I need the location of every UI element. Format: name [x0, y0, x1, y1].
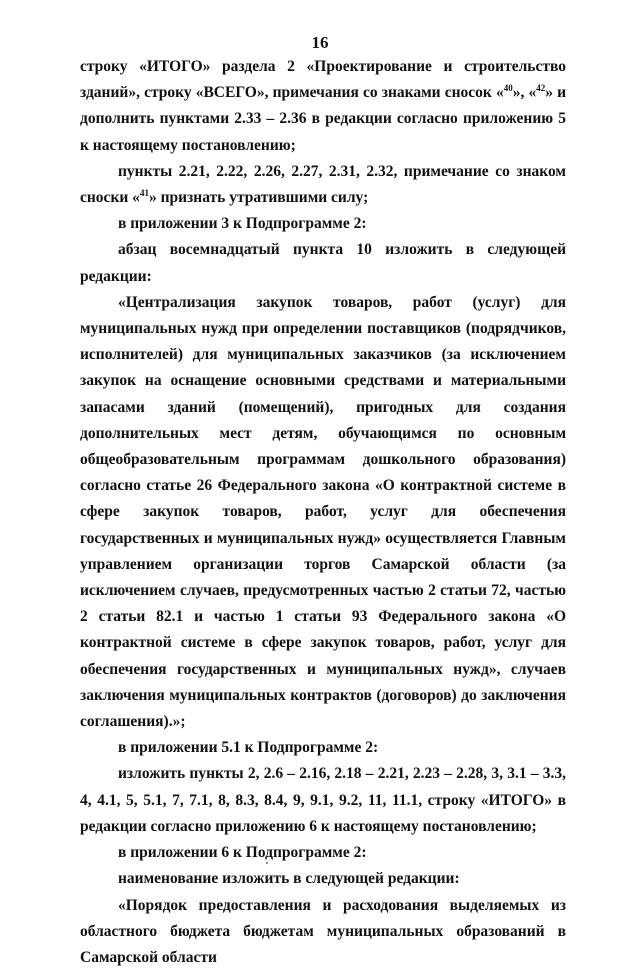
- paragraph-text: наименование изложить в следующей редакции:: [118, 870, 460, 887]
- paragraph: [80, 290, 566, 735]
- paragraph-text: пункты 2.21, 2.22, 2.26, 2.27, 2.31, 2.32, примечание со знаком сноски «: [80, 163, 566, 206]
- paragraph: [80, 866, 566, 892]
- page-number: 16: [0, 33, 640, 53]
- paragraph: [80, 761, 566, 840]
- paragraph-text: » и дополнить пунктами 2.33 – 2.36 в редакции согласно приложению 5 к настоящему постановлению;: [80, 84, 566, 153]
- paragraph-text: », «: [513, 84, 537, 101]
- paragraph: [80, 159, 566, 211]
- paragraph-text: » признать утратившими силу;: [149, 189, 368, 206]
- paragraph-text: строку «ИТОГО» раздела 2 «Проектирование и строительство зданий», строку «ВСЕГО», примечания со знаками сносок «: [80, 58, 566, 101]
- paragraph: [80, 735, 566, 761]
- paragraph: [80, 211, 566, 237]
- scan-speck: [266, 862, 268, 864]
- paragraph-text: изложить пункты 2, 2.6 – 2.16, 2.18 – 2.21, 2.23 – 2.28, 3, 3.1 – 3.3, 4, 4.1, 5, 5.1, 7, 7.1, 8, 8.3, 8.4, 9, 9.1, 9.2, 11, 11.1, строку «ИТОГО» в редакции согласно приложению 6 к настоящему постановлению;: [80, 765, 566, 834]
- paragraph-text: «Порядок предоставления и расходования выделяемых из областного бюджета бюджетам муниципальных образований в Самарской области: [80, 897, 566, 966]
- paragraph-text: в приложении 3 к Подпрограмме 2:: [118, 215, 367, 232]
- paragraph: [80, 893, 566, 971]
- paragraph-text: в приложении 5.1 к Подпрограмме 2:: [118, 739, 378, 756]
- paragraph: [80, 237, 566, 289]
- paragraph: [80, 54, 566, 159]
- paragraph-text: «Централизация закупок товаров, работ (услуг) для муниципальных нужд при определении поставщиков (подрядчиков, исполнителей) для муниципальных заказчиков (за исключением закупок на оснащение основными средствами и материальными запасами зданий (помещений), пригодных для создания дополнительных мест детям, обучающимся по основным общеобразовательным программам дошкольного образования) согласно статье 26 Федерального закона «О контрактной системе в сфере закупок товаров, работ, услуг для обеспечения государственных и муниципальных нужд» осуществляется Главным управлением организации торгов Самарской области (за исключением случаев, предусмотренных частью 2 статьи 72, частью 2 статьи 82.1 и частью 1 статьи 93 Федерального закона «О контрактной системе в сфере закупок товаров, работ, услуг для обеспечения государственных и муниципальных нужд», случаев заключения муниципальных контрактов (договоров) до заключения соглашения).»;: [80, 294, 566, 730]
- paragraph: [80, 840, 566, 866]
- footnote-marker: 41: [140, 188, 149, 198]
- paragraph-text: в приложении 6 к Подпрограмме 2:: [118, 844, 367, 861]
- footnote-marker: 40: [504, 83, 513, 93]
- footnote-marker: 42: [536, 83, 545, 93]
- document-body: [80, 54, 566, 971]
- paragraph-text: абзац восемнадцатый пункта 10 изложить в следующей редакции:: [80, 241, 566, 284]
